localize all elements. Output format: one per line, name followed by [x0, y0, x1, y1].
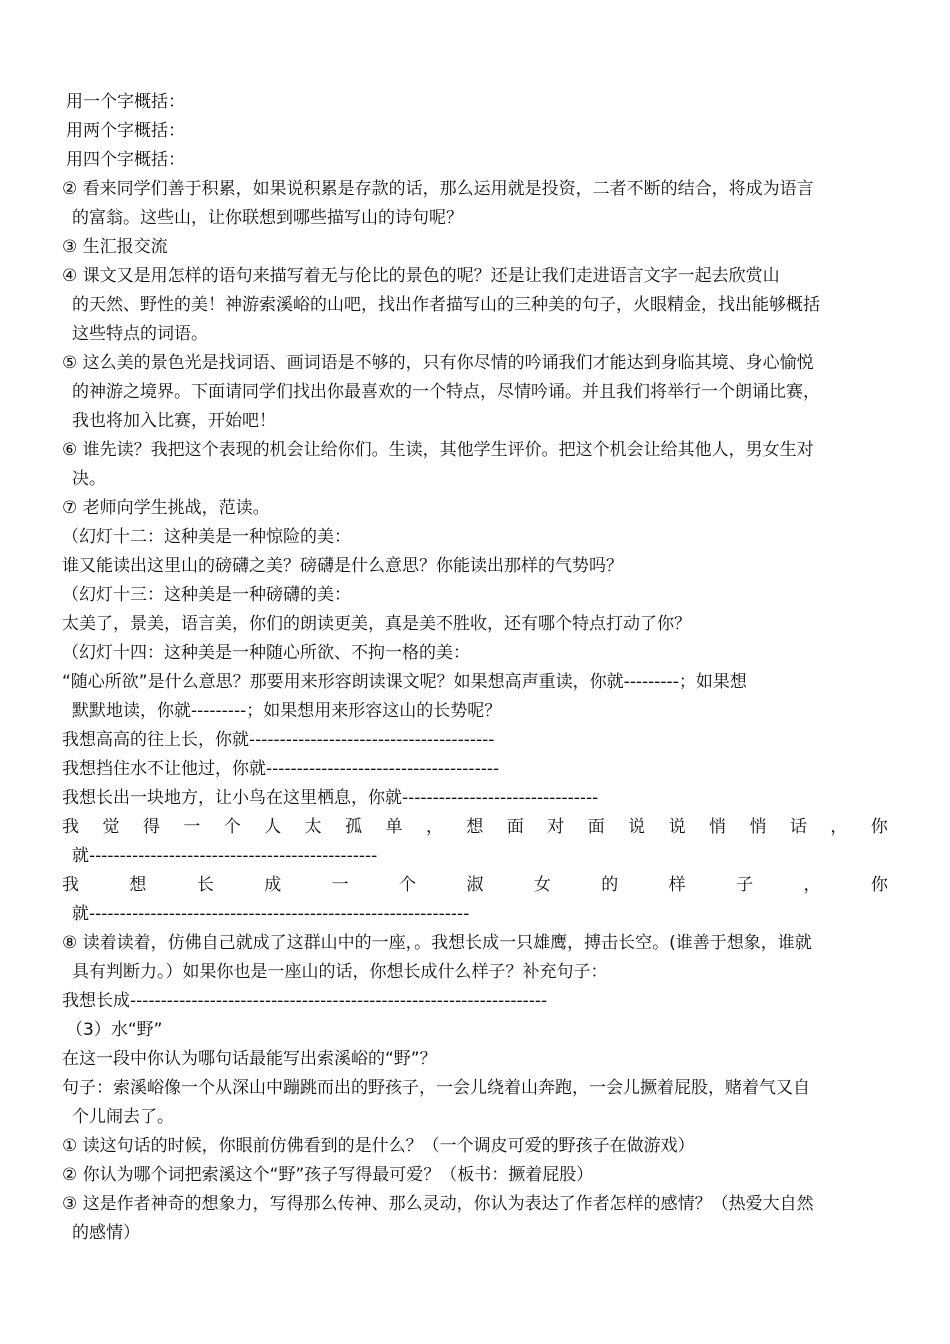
- text-char: 个: [399, 875, 417, 895]
- text-line-justified: [62, 871, 888, 900]
- text-line: 就-----------------------------------------------: [72, 846, 378, 866]
- text-line: “随心所欲”是什么意思？那要用来形容朗读课文呢？如果想高声重读，你就---------；如果想: [62, 672, 747, 692]
- text-char: 说: [668, 817, 686, 837]
- text-line: 句子：索溪峪像一个从深山中蹦跳而出的野孩子，一会儿绕着山奔跑，一会儿撅着屁股，赌着气又自: [62, 1078, 810, 1098]
- text-line: 的神游之境界。下面请同学们找出你最喜欢的一个特点，尽情吟诵。并且我们将举行一个朗诵比赛，: [72, 382, 820, 402]
- text-char: 面: [587, 817, 605, 837]
- text-line: 我也将加入比赛，开始吧！: [72, 411, 276, 431]
- text-char: 悄: [749, 817, 767, 837]
- text-char: 一: [331, 875, 349, 895]
- text-line: ⑤ 这么美的景色光是找词语、画词语是不够的，只有你尽情的吟诵我们才能达到身临其境、身心愉悦: [62, 353, 814, 373]
- text-line: （幻灯十三：这种美是一种磅礴的美：: [62, 585, 351, 605]
- text-char: 女: [533, 875, 551, 895]
- text-char: 个: [223, 817, 241, 837]
- text-line: ② 你认为哪个词把索溪这个“野”孩子写得最可爱？（板书：撅着屁股）: [62, 1165, 594, 1185]
- text-line: 用一个字概括：: [66, 92, 185, 112]
- text-char: 我: [62, 875, 79, 895]
- text-line: 我想高高的往上长，你就----------------------------------------: [62, 730, 495, 750]
- text-line: 具有判断力。）如果你也是一座山的话，你想长成什么样子？补充句子：: [72, 962, 608, 982]
- text-char: 悄: [709, 817, 726, 837]
- text-line: ⑦ 老师向学生挑战，范读。: [62, 498, 270, 518]
- text-char: 样: [668, 875, 686, 895]
- text-line: 决。: [72, 469, 106, 489]
- text-line: ① 读这句话的时候，你眼前仿佛看到的是什么？（一个调皮可爱的野孩子在做游戏）: [62, 1136, 695, 1156]
- text-line: ③ 生汇报交流: [62, 237, 168, 257]
- text-line: 谁又能读出这里山的磅礴之美？磅礴是什么意思？你能读出那样的气势吗？: [62, 556, 623, 576]
- text-char: 觉: [102, 817, 120, 837]
- text-char: 想: [129, 875, 147, 895]
- text-char: 一: [183, 817, 201, 837]
- text-line: 用两个字概括：: [66, 121, 185, 141]
- text-char: 单: [385, 817, 403, 837]
- text-line: ⑧ 读着读着，仿佛自己就成了这群山中的一座，。我想长成一只雄鹰，搏击长空。(谁善于想象，谁就: [62, 933, 812, 953]
- text-line: 我想长成--------------------------------------------------------------------: [62, 991, 548, 1011]
- text-char: 成: [264, 875, 282, 895]
- text-char: 话: [789, 817, 807, 837]
- text-line: 的天然、野性的美！神游索溪峪的山吧，找出作者描写山的三种美的句子，火眼精金，找出能够概括: [72, 295, 820, 315]
- text-char: 面: [506, 817, 524, 837]
- text-line: 太美了，景美，语言美，你们的朗读更美，真是美不胜收，还有哪个特点打动了你？: [62, 614, 691, 634]
- text-char: 的: [601, 875, 619, 895]
- text-line: 的感情）: [72, 1223, 140, 1243]
- text-char: ，: [830, 817, 848, 837]
- text-char: 人: [264, 817, 282, 837]
- text-line: 在这一段中你认为哪句话最能写出索溪峪的“野”？: [62, 1049, 437, 1069]
- text-char: 你: [870, 817, 888, 837]
- text-line: 就--------------------------------------------------------------: [72, 904, 470, 924]
- text-char: ，: [425, 817, 443, 837]
- text-line-justified: [62, 813, 888, 842]
- text-line: 我想挡住水不让他过，你就--------------------------------------: [62, 759, 500, 779]
- text-char: 你: [870, 875, 888, 895]
- text-line: （幻灯十二：这种美是一种惊险的美：: [62, 527, 351, 547]
- text-char: 孤: [345, 817, 363, 837]
- text-char: ，: [803, 875, 821, 895]
- text-char: 对: [547, 817, 565, 837]
- text-line: ② 看来同学们善于积累，如果说积累是存款的话，那么运用就是投资，二者不断的结合，将成为语言: [62, 179, 814, 199]
- text-char: 长: [196, 875, 214, 895]
- text-line: 的富翁。这些山，让你联想到哪些描写山的诗句呢？: [72, 208, 463, 228]
- text-line: （3）水“野”: [66, 1020, 163, 1040]
- text-line: 默默地读，你就---------；如果想用来形容这山的长势呢？: [72, 701, 502, 721]
- text-char: 子: [736, 875, 754, 895]
- text-char: 想: [466, 817, 484, 837]
- text-line: （幻灯十四：这种美是一种随心所欲、不拘一格的美：: [62, 643, 470, 663]
- text-line: 用四个字概括：: [66, 150, 185, 170]
- text-line: ④ 课文又是用怎样的语句来描写着无与伦比的景色的呢？还是让我们走进语言文字一起去欣赏山: [62, 266, 780, 286]
- text-line: 这些特点的词语。: [72, 324, 208, 344]
- text-line: 我想长出一块地方，让小鸟在这里栖息，你就--------------------------------: [62, 788, 599, 808]
- text-char: 太: [304, 817, 322, 837]
- text-line: ⑥ 谁先读？我把这个表现的机会让给你们。生读，其他学生评价。把这个机会让给其他人，男女生对: [62, 440, 814, 460]
- text-char: 说: [628, 817, 646, 837]
- text-char: 我: [62, 817, 79, 837]
- text-line: ③ 这是作者神奇的想象力，写得那么传神、那么灵动，你认为表达了作者怎样的感情？（热爱大自然: [62, 1194, 814, 1214]
- text-line: 个儿闹去了。: [72, 1107, 174, 1127]
- text-char: 淑: [466, 875, 484, 895]
- text-char: 得: [142, 817, 160, 837]
